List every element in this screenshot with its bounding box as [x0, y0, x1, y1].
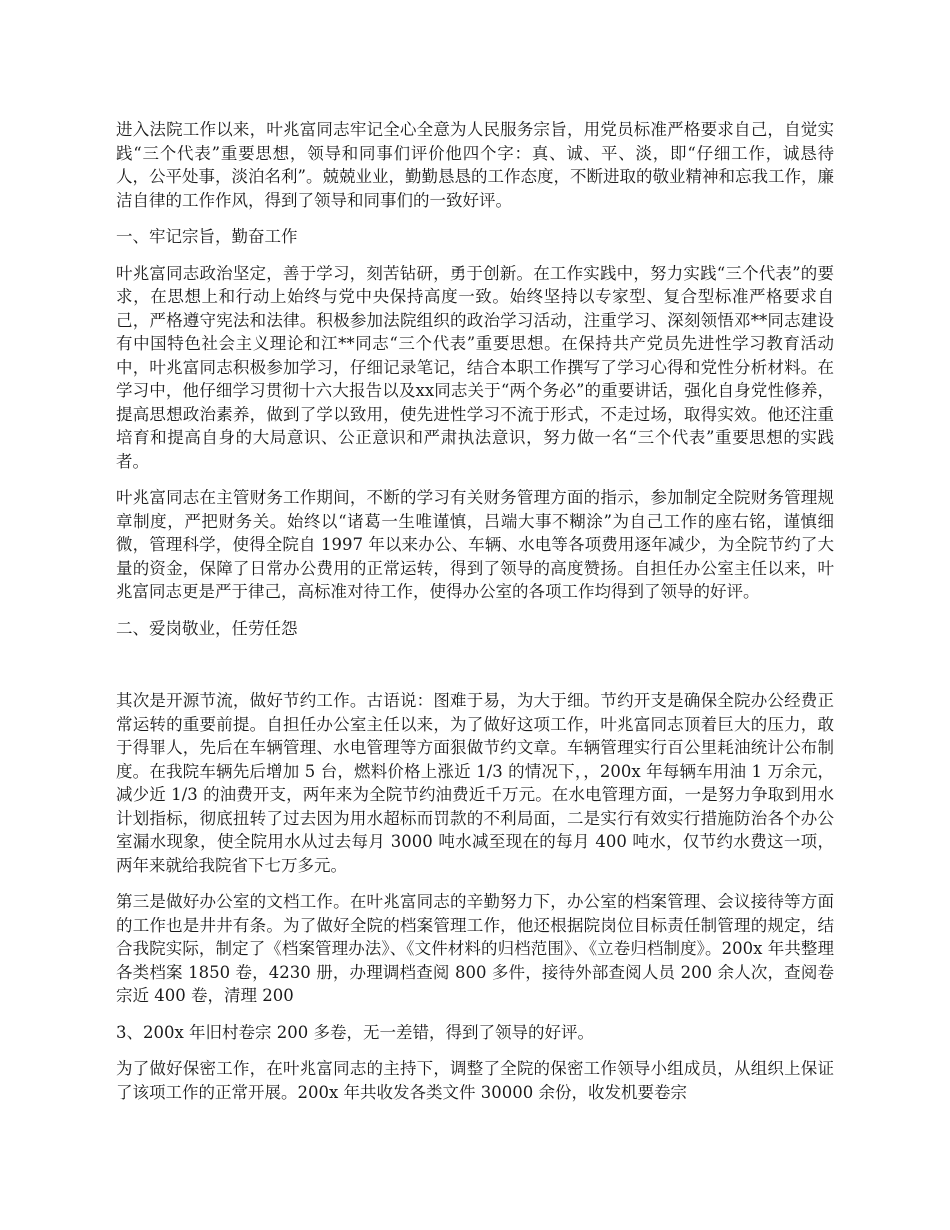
section2-paragraph-4: 为了做好保密工作，在叶兆富同志的主持下，调整了全院的保密工作领导小组成员，从组织上保证了该项工作的正常开展。200x 年共收发各类文件 30000 余份，收发机要卷宗 — [116, 1059, 834, 1102]
document-page — [116, 118, 834, 1117]
section-heading-1: 一、牢记宗旨，勤奋工作 — [116, 227, 298, 246]
intro-paragraph: 进入法院工作以来，叶兆富同志牢记全心全意为人民服务宗旨，用党员标准严格要求自己，自觉实践“三个代表”重要思想，领导和同事们评价他四个字：真、诚、平、淡，即“仔细工作，诚恳待人，公平处事，淡泊名利”。兢兢业业，勤勤恳恳的工作态度，不断进取的敬业精神和忘我工作，廉洁自律的工作作风，得到了领导和同事们的一致好评。 — [116, 120, 834, 210]
section1-paragraph-1: 叶兆富同志政治坚定，善于学习，刻苦钻研，勇于创新。在工作实践中，努力实践“三个代表”的要求，在思想上和行动上始终与党中央保持高度一致。始终坚持以专家型、复合型标准严格要求自己，严格遵守宪法和法律。积极参加法院组织的政治学习活动，注重学习、深刻领悟邓**同志建设有中国特色社会主义理论和江**同志“三个代表”重要思想。在保持共产党员先进性学习教育活动中，叶兆富同志积极参加学习，仔细记录笔记，结合本职工作撰写了学习心得和党性分析材料。在学习中，他仔细学习贯彻十六大报告以及xx同志关于“两个务必”的重要讲话，强化自身党性修养，提高思想政治素养，做到了学以致用，使先进性学习不流于形式，不走过场，取得实效。他还注重培育和提高自身的大局意识、公正意识和严肃执法意识，努力做一名“三个代表”重要思想的实践者。 — [116, 263, 834, 471]
section2-paragraph-3: 3、200x 年旧村卷宗 200 多卷，无一差错，得到了领导的好评。 — [116, 1022, 595, 1042]
section2-paragraph-1: 其次是开源节流，做好节约工作。古语说：图难于易，为大于细。节约开支是确保全院办公经费正常运转的重要前提。自担任办公室主任以来，为了做好这项工作，叶兆富同志顶着巨大的压力，敢于得罪人，先后在车辆管理、水电管理等方面狠做节约文章。车辆管理实行百公里耗油统计公布制度。在我院车辆先后增加 5 台，燃料价格上涨近 1/3 的情况下，，200x 年每辆车用油 1 万余元，减少近 1/3 的油费开支，两年来为全院节约油费近千万元。在水电管理方面，一是努力争取到用水计划指标，彻底扭转了过去因为用水超标而罚款的不利局面，二是实行有效实行措施防治各个办公室漏水现象，使全院用水从过去每月 3000 吨水减至现在的每月 400 吨水，仅节约水费这一项，两年来就给我院省下七万多元。 — [116, 691, 834, 875]
section2-paragraph-2: 第三是做好办公室的文档工作。在叶兆富同志的辛勤努力下，办公室的档案管理、会议接待等方面的工作也是井井有条。为了做好全院的档案管理工作，他还根据院岗位目标责任制管理的规定，结合我院实际，制定了《档案管理办法》、《文件材料的归档范围》、《立卷归档制度》。200x 年共整理各类档案 1850 卷，4230 册，办理调档查阅 800 多件，接待外部查阅人员 200 余人次，查阅卷宗近 400 卷，清理 200 — [116, 892, 834, 1005]
section1-paragraph-2: 叶兆富同志在主管财务工作期间，不断的学习有关财务管理方面的指示，参加制定全院财务管理规章制度，严把财务关。始终以“诸葛一生唯谨慎，吕端大事不糊涂”为自己工作的座右铭，谨慎细微，管理科学，使得全院自 1997 年以来办公、车辆、水电等各项费用逐年减少，为全院节约了大量的资金，保障了日常办公费用的正常运转，得到了领导的高度赞扬。自担任办公室主任以来，叶兆富同志更是严于律己，高标准对待工作，使得办公室的各项工作均得到了领导的好评。 — [116, 488, 834, 601]
blank-gap — [116, 653, 834, 689]
section-heading-2: 二、爱岗敬业，任劳任怨 — [116, 618, 298, 638]
